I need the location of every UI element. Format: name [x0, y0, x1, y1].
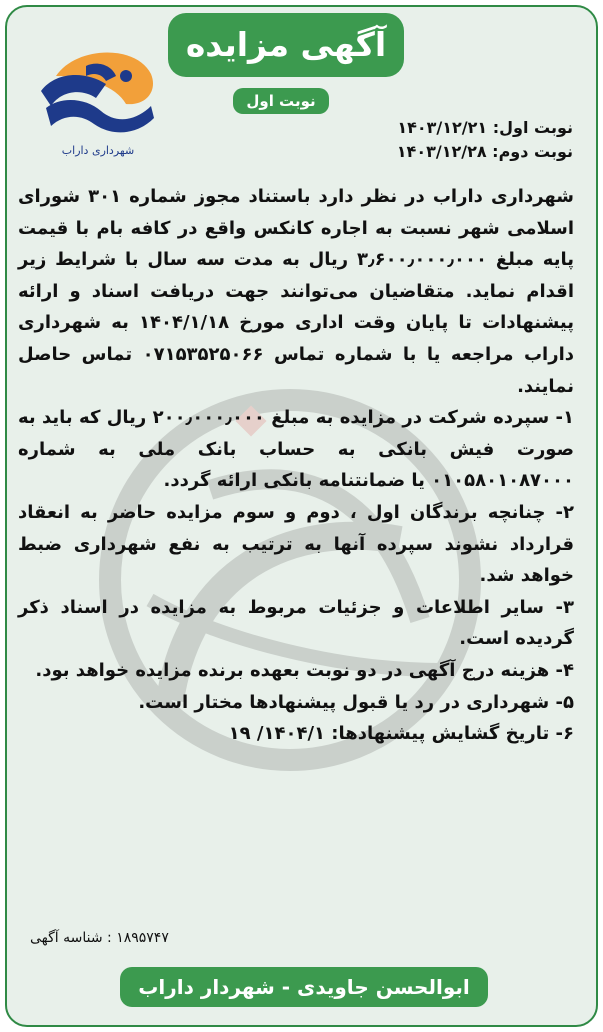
signature-footer: ابوالحسن جاویدی - شهردار داراب: [120, 967, 488, 1007]
round-badge: نوبت اول: [233, 88, 329, 114]
list-item: ۳- سایر اطلاعات و جزئیات مربوط به مزایده در اسناد ذکر گردیده است.: [18, 596, 574, 650]
notice-title: آگهی مزایده: [168, 13, 404, 77]
list-item: ۶- تاریخ گشایش پیشنهادها: ۱۴۰۴/۱/ ۱۹: [228, 723, 574, 745]
logo-caption: شهرداری داراب: [61, 144, 135, 157]
publish-dates: [313, 116, 573, 164]
list-item: ۴- هزینه درج آگهی در دو نوبت بعهده برنده مزایده خواهد بود.: [35, 659, 574, 681]
notice-id: ۱۸۹۵۷۴۷ : شناسه آگهی: [30, 930, 169, 946]
list-item: ۲- چنانچه برندگان اول ، دوم و سوم مزایده حاضر به انعقاد قرارداد نشوند سپرده آنها به ترتیب به نفع شهرداری ضبط خواهد شد.: [18, 501, 574, 587]
municipality-logo-icon: [26, 36, 166, 161]
list-item: ۵- شهرداری در رد یا قبول پیشنهادها مختار است.: [138, 691, 574, 713]
first-round-date: نوبت اول: ۱۴۰۳/۱۲/۲۱: [397, 118, 573, 137]
second-round-date: نوبت دوم: ۱۴۰۳/۱۲/۲۸: [396, 142, 573, 161]
notice-body: [18, 181, 574, 750]
list-item: ۱- سپرده شرکت در مزایده به مبلغ ۲۰۰٫۰۰۰٫۰۰۰ ریال که باید به صورت فیش بانکی به حساب بانک ملی به شماره ۰۱۰۵۸۰۱۰۸۷۰۰۰ یا ضمانتنامه بانکی ارائه گردد.: [18, 407, 575, 492]
intro-paragraph: شهرداری داراب در نظر دارد باستناد مجوز شماره ۳۰۱ شورای اسلامی شهر نسبت به اجاره کانکس واقع در کافه بام با قیمت پایه مبلغ ۳٫۶۰۰٫۰۰۰٫۰۰۰ ریال به مدت سه سال با شرایط زیر اقدام نماید. متقاضیان می‌توانند جهت دریافت اسناد و ارائه پیشنهادات تا پایان وقت اداری مورخ ۱۴۰۴/۱/۱۸ به شهرداری داراب مراجعه یا با شماره تماس ۰۷۱۵۳۵۲۵۰۶۶ تماس حاصل نمایند.: [18, 186, 574, 397]
